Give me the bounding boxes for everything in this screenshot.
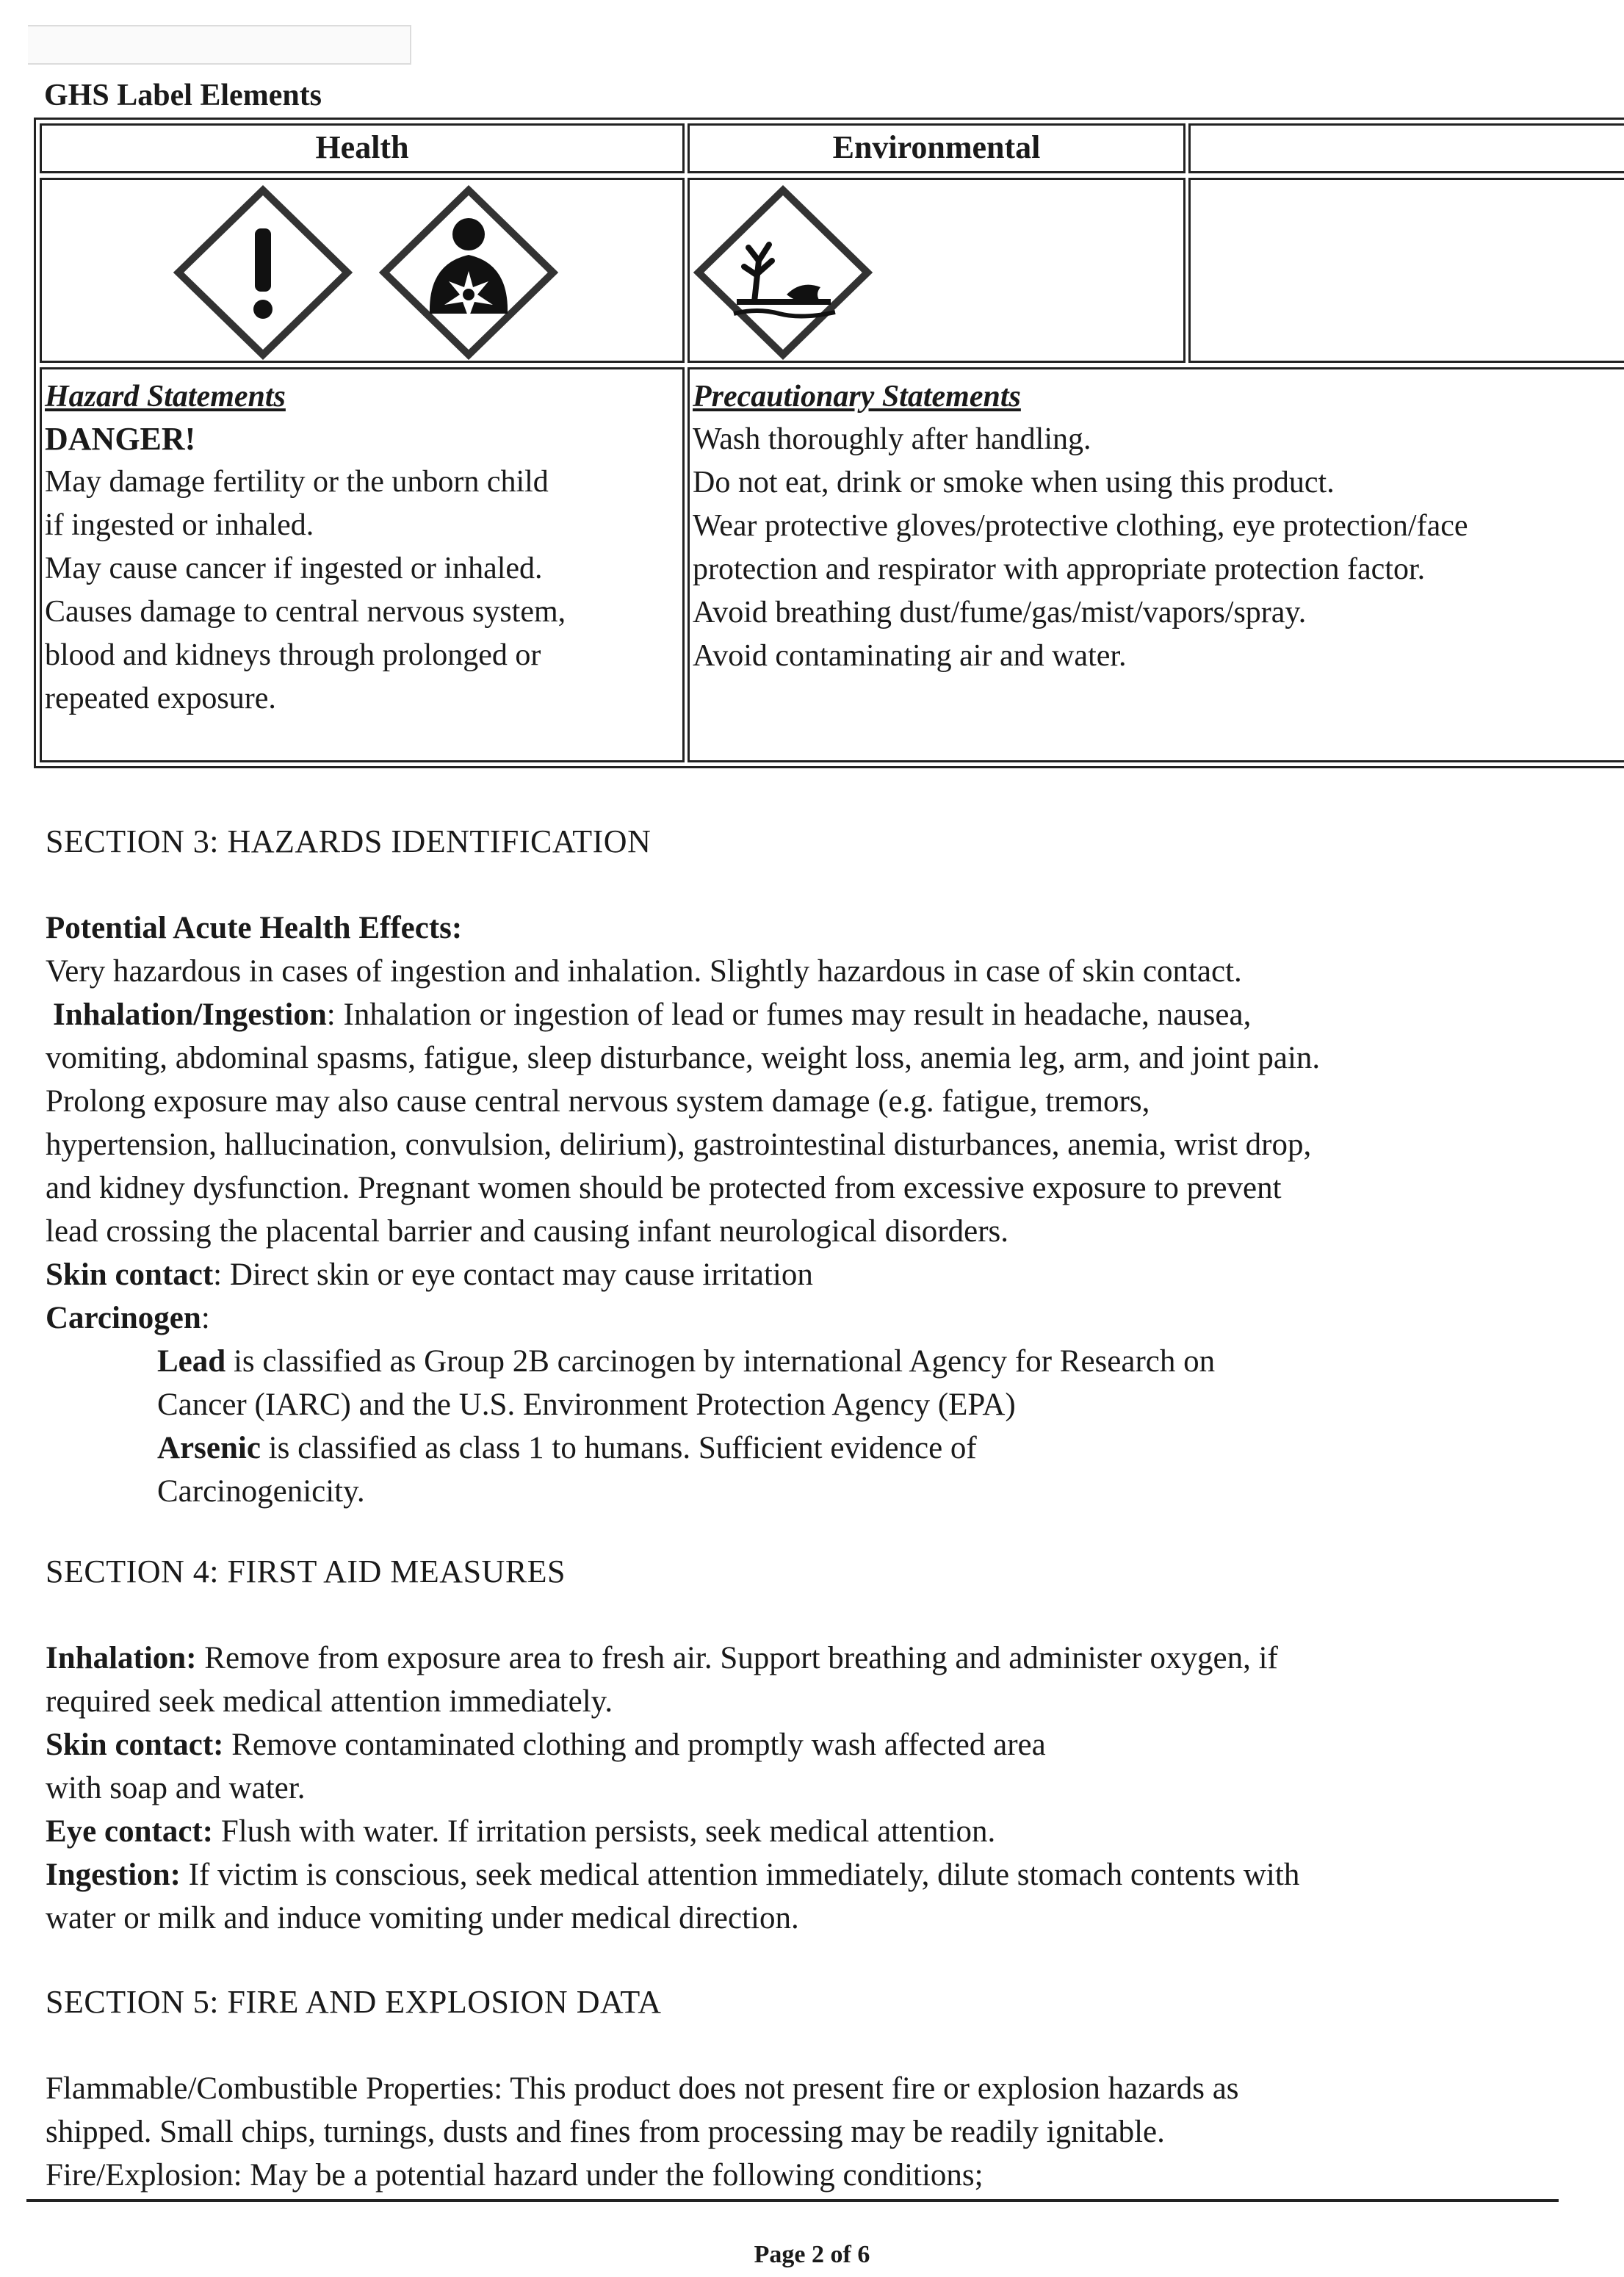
inhalation-ingestion-line: Prolong exposure may also cause central nervous system damage (e.g. fatigue, tremors, xyxy=(46,1084,1150,1119)
arsenic-label: Arsenic xyxy=(157,1431,261,1465)
carcinogen-label: Carcinogen xyxy=(46,1301,201,1335)
fire-explosion-line: Flammable/Combustible Properties: This product does not present fire or explosion hazards as xyxy=(46,2071,1239,2106)
precautionary-statement-line: Wash thoroughly after handling. xyxy=(693,422,1091,456)
precautionary-statement-line: Avoid contaminating air and water. xyxy=(693,639,1127,673)
fire-explosion-line: Fire/Explosion: May be a potential hazard under the following conditions; xyxy=(46,2158,984,2193)
inhalation-ingestion-line xyxy=(46,993,1588,1036)
scan-artifact xyxy=(28,25,411,65)
first-aid-skin-label: Skin contact: xyxy=(46,1728,224,1762)
hazard-statement-line: repeated exposure. xyxy=(45,682,276,715)
section-5-heading: SECTION 5: FIRE AND EXPLOSION DATA xyxy=(46,1984,662,2020)
exclamation-mark-icon xyxy=(171,184,355,361)
carcinogen-line xyxy=(46,1296,1588,1340)
inhalation-ingestion-line: lead crossing the placental barrier and causing infant neurological disorders. xyxy=(46,1214,1009,1249)
section-4-heading: SECTION 4: FIRST AID MEASURES xyxy=(46,1554,566,1589)
ghs-label-table xyxy=(34,118,1624,768)
hazard-statement-line: May cause cancer if ingested or inhaled. xyxy=(45,552,543,585)
section-3 xyxy=(46,820,1588,1513)
arsenic-line-2: Carcinogenicity. xyxy=(157,1474,365,1509)
health-hazard-icon xyxy=(377,184,560,361)
header-blank xyxy=(1188,123,1624,173)
hazard-statements-cell xyxy=(40,367,685,762)
health-pictogram-cell xyxy=(40,178,685,363)
lead-line-2: Cancer (IARC) and the U.S. Environment Protection Agency (EPA) xyxy=(157,1388,1016,1422)
first-aid-inhalation-label: Inhalation: xyxy=(46,1641,197,1675)
first-aid-ingestion-label: Ingestion: xyxy=(46,1858,181,1892)
arsenic-line xyxy=(46,1426,1588,1470)
hazard-statement-line: May damage fertility or the unborn child xyxy=(45,465,549,499)
first-aid-inhalation xyxy=(46,1637,1588,1680)
first-aid-inhalation-line-2: required seek medical attention immediately. xyxy=(46,1684,613,1719)
hazard-statement-line: blood and kidneys through prolonged or xyxy=(45,638,541,672)
page-number: Page 2 of 6 xyxy=(754,2241,870,2268)
section-4 xyxy=(46,1550,1588,1940)
first-aid-eye xyxy=(46,1810,1588,1853)
blank-pictogram-cell xyxy=(1188,178,1624,363)
inhalation-ingestion-text: : Inhalation or ingestion of lead or fumes may result in headache, nausea, xyxy=(326,997,1252,1032)
inhalation-ingestion-line: and kidney dysfunction. Pregnant women should be protected from excessive exposure to prevent xyxy=(46,1171,1282,1205)
header-health: Health xyxy=(40,123,685,173)
ghs-title: GHS Label Elements xyxy=(44,79,322,112)
footer-rule xyxy=(26,2199,1559,2202)
precautionary-statement-line: Do not eat, drink or smoke when using this product. xyxy=(693,466,1335,499)
precautionary-statements-cell xyxy=(688,367,1624,762)
hazard-statement-line: if ingested or inhaled. xyxy=(45,508,314,542)
acute-effects-label: Potential Acute Health Effects: xyxy=(46,911,463,945)
hazard-statement-line: Causes damage to central nervous system, xyxy=(45,595,566,629)
lead-text: is classified as Group 2B carcinogen by international Agency for Research on xyxy=(225,1344,1216,1379)
environment-icon xyxy=(691,184,875,361)
first-aid-ingestion xyxy=(46,1853,1588,1897)
header-environmental: Environmental xyxy=(688,123,1185,173)
skin-contact-line xyxy=(46,1253,1588,1296)
acute-effects-text: Very hazardous in cases of ingestion and inhalation. Slightly hazardous in case of skin contact. xyxy=(46,954,1242,989)
environmental-pictogram-cell xyxy=(688,178,1185,363)
precautionary-statements-title: Precautionary Statements xyxy=(693,380,1021,414)
precautionary-statement-line: protection and respirator with appropriate protection factor. xyxy=(693,552,1426,586)
arsenic-text: is classified as class 1 to humans. Sufficient evidence of xyxy=(260,1431,977,1465)
first-aid-skin xyxy=(46,1723,1588,1767)
section-5 xyxy=(46,1980,1588,2197)
first-aid-inhalation-text: Remove from exposure area to fresh air. Support breathing and administer oxygen, if xyxy=(196,1641,1278,1675)
inhalation-ingestion-label: Inhalation/Ingestion xyxy=(53,997,327,1032)
carcinogen-colon: : xyxy=(201,1301,210,1335)
inhalation-ingestion-line: hypertension, hallucination, convulsion, delirium), gastrointestinal disturbances, anemia, wrist drop, xyxy=(46,1127,1312,1162)
section-3-heading: SECTION 3: HAZARDS IDENTIFICATION xyxy=(46,823,652,859)
skin-contact-text: : Direct skin or eye contact may cause irritation xyxy=(213,1257,813,1292)
first-aid-ingestion-text: If victim is conscious, seek medical attention immediately, dilute stomach contents with xyxy=(180,1858,1300,1892)
precautionary-statement-line: Avoid breathing dust/fume/gas/mist/vapors/spray. xyxy=(693,596,1307,629)
first-aid-skin-text: Remove contaminated clothing and promptly wash affected area xyxy=(223,1728,1046,1762)
first-aid-skin-line-2: with soap and water. xyxy=(46,1771,306,1805)
lead-label: Lead xyxy=(157,1344,226,1379)
first-aid-eye-text: Flush with water. If irritation persists, seek medical attention. xyxy=(213,1814,996,1849)
hazard-statements-title: Hazard Statements xyxy=(45,380,286,414)
first-aid-ingestion-line-2: water or milk and induce vomiting under medical direction. xyxy=(46,1901,799,1935)
inhalation-ingestion-line: vomiting, abdominal spasms, fatigue, sleep disturbance, weight loss, anemia leg, arm, and joint pain. xyxy=(46,1041,1321,1075)
precautionary-statement-line: Wear protective gloves/protective clothing, eye protection/face xyxy=(693,509,1468,543)
first-aid-eye-label: Eye contact: xyxy=(46,1814,214,1849)
lead-line xyxy=(46,1340,1588,1383)
fire-explosion-line: shipped. Small chips, turnings, dusts and fines from processing may be readily ignitable. xyxy=(46,2115,1165,2149)
skin-contact-label: Skin contact xyxy=(46,1257,214,1292)
signal-word: DANGER! xyxy=(45,421,196,457)
